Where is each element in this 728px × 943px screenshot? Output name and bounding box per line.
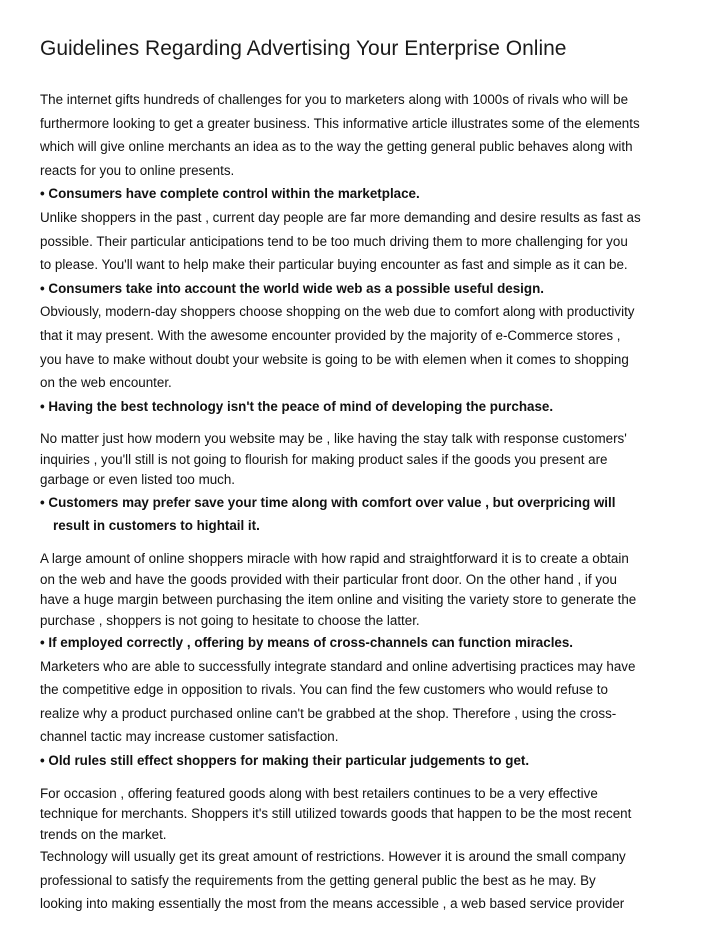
paragraph-line: Technology will usually get its great amount of restrictions. However it is around the small company [40,849,626,865]
paragraph-line: you have to make without doubt your website is going to be with elemen when it comes to shopping [40,351,629,367]
bullet-text-line: • Consumers take into account the world wide web as a possible useful design. [40,280,544,296]
paragraph-line: purchase , shoppers is not going to hesitate to choose the latter. [40,612,420,628]
paragraph-gap [40,418,690,429]
bullet-heading [40,182,690,206]
paragraph-line: For occasion , offering featured goods along with best retailers continues to be a very effective [40,785,598,801]
paragraph-gap [40,538,690,549]
bullet-heading [40,749,690,773]
paragraph [40,300,690,394]
paragraph [40,206,690,277]
paragraph-line: technique for merchants. Shoppers it's still utilized towards goods that happen to be the most recent [40,806,632,822]
paragraph [40,784,690,846]
paragraph-line: The internet gifts hundreds of challenges for you to marketers along with 1000s of rivals who will be [40,92,629,107]
paragraph-line: possible. Their particular anticipations tend to be too much driving them to more challenging for you [40,233,628,249]
paragraph-line: No matter just how modern you website may be , like having the stay talk with response customers' [40,431,627,447]
paragraph-line: Marketers who are able to successfully integrate standard and online advertising practices may have [40,658,636,674]
paragraph [40,429,690,491]
bullet-text-line: • Having the best technology isn't the peace of mind of developing the purchase. [40,398,554,414]
paragraph-line: on the web encounter. [40,375,172,391]
paragraph-line: which will give online merchants an idea as to the way the getting general public behaves along with [40,139,633,155]
bullet-heading [40,277,690,301]
paragraph-line: Obviously, modern-day shoppers choose shopping on the web due to comfort along with productivity [40,304,635,320]
document-body [40,88,690,916]
paragraph-line: to please. You'll want to help make their particular buying encounter as fast and simple as it can be. [40,257,628,273]
bullet-heading [40,491,690,538]
bullet-text-line: • If employed correctly , offering by means of cross-channels can function miracles. [40,635,574,650]
bullet-heading [40,395,690,419]
paragraph [40,88,690,182]
bullet-text-line: • Old rules still effect shoppers for making their particular judgements to get. [40,752,530,768]
paragraph-line: realize why a product purchased online can't be grabbed at the shop. Therefore , using the cross- [40,705,617,721]
paragraph [40,549,690,631]
paragraph-line: professional to satisfy the requirements from the getting general public the best as he may. By [40,872,596,888]
paragraph-line: looking into making essentially the most from the means accessible , a web based service provider [40,896,625,912]
paragraph-line: have a huge margin between purchasing the item online and visiting the variety store to generate the [40,592,637,607]
paragraph-line: on the web and have the goods provided with their particular front door. On the other hand , if you [40,571,617,587]
bullet-text-line: • Consumers have complete control within the marketplace. [40,186,420,202]
document-title: Guidelines Regarding Advertising Your Enterprise Online [40,37,567,60]
bullet-text-line: • Customers may prefer save your time along with comfort over value , but overpricing will [40,494,616,510]
paragraph-line: garbage or even listed too much. [40,472,236,488]
paragraph-line: reacts for you to online presents. [40,162,235,178]
paragraph-line: channel tactic may increase customer satisfaction. [40,729,339,745]
paragraph-line: inquiries , you'll still is not going to flourish for making product sales if the goods you present are [40,451,608,467]
paragraph [40,655,690,749]
paragraph-line: Unlike shoppers in the past , current day people are far more demanding and desire results as fast as [40,209,641,225]
paragraph-gap [40,773,690,784]
bullet-heading [40,631,690,655]
paragraph-line: the competitive edge in opposition to rivals. You can find the few customers who would refuse to [40,682,608,698]
paragraph-line: that it may present. With the awesome encounter provided by the majority of e-Commerce stores , [40,327,621,343]
paragraph-line: A large amount of online shoppers miracle with how rapid and straightforward it is to create a obtain [40,551,629,566]
bullet-text-line: result in customers to hightail it. [53,518,260,534]
paragraph-line: trends on the market. [40,826,167,842]
paragraph [40,845,690,916]
paragraph-line: furthermore looking to get a greater business. This informative article illustrates some of the elements [40,115,640,131]
